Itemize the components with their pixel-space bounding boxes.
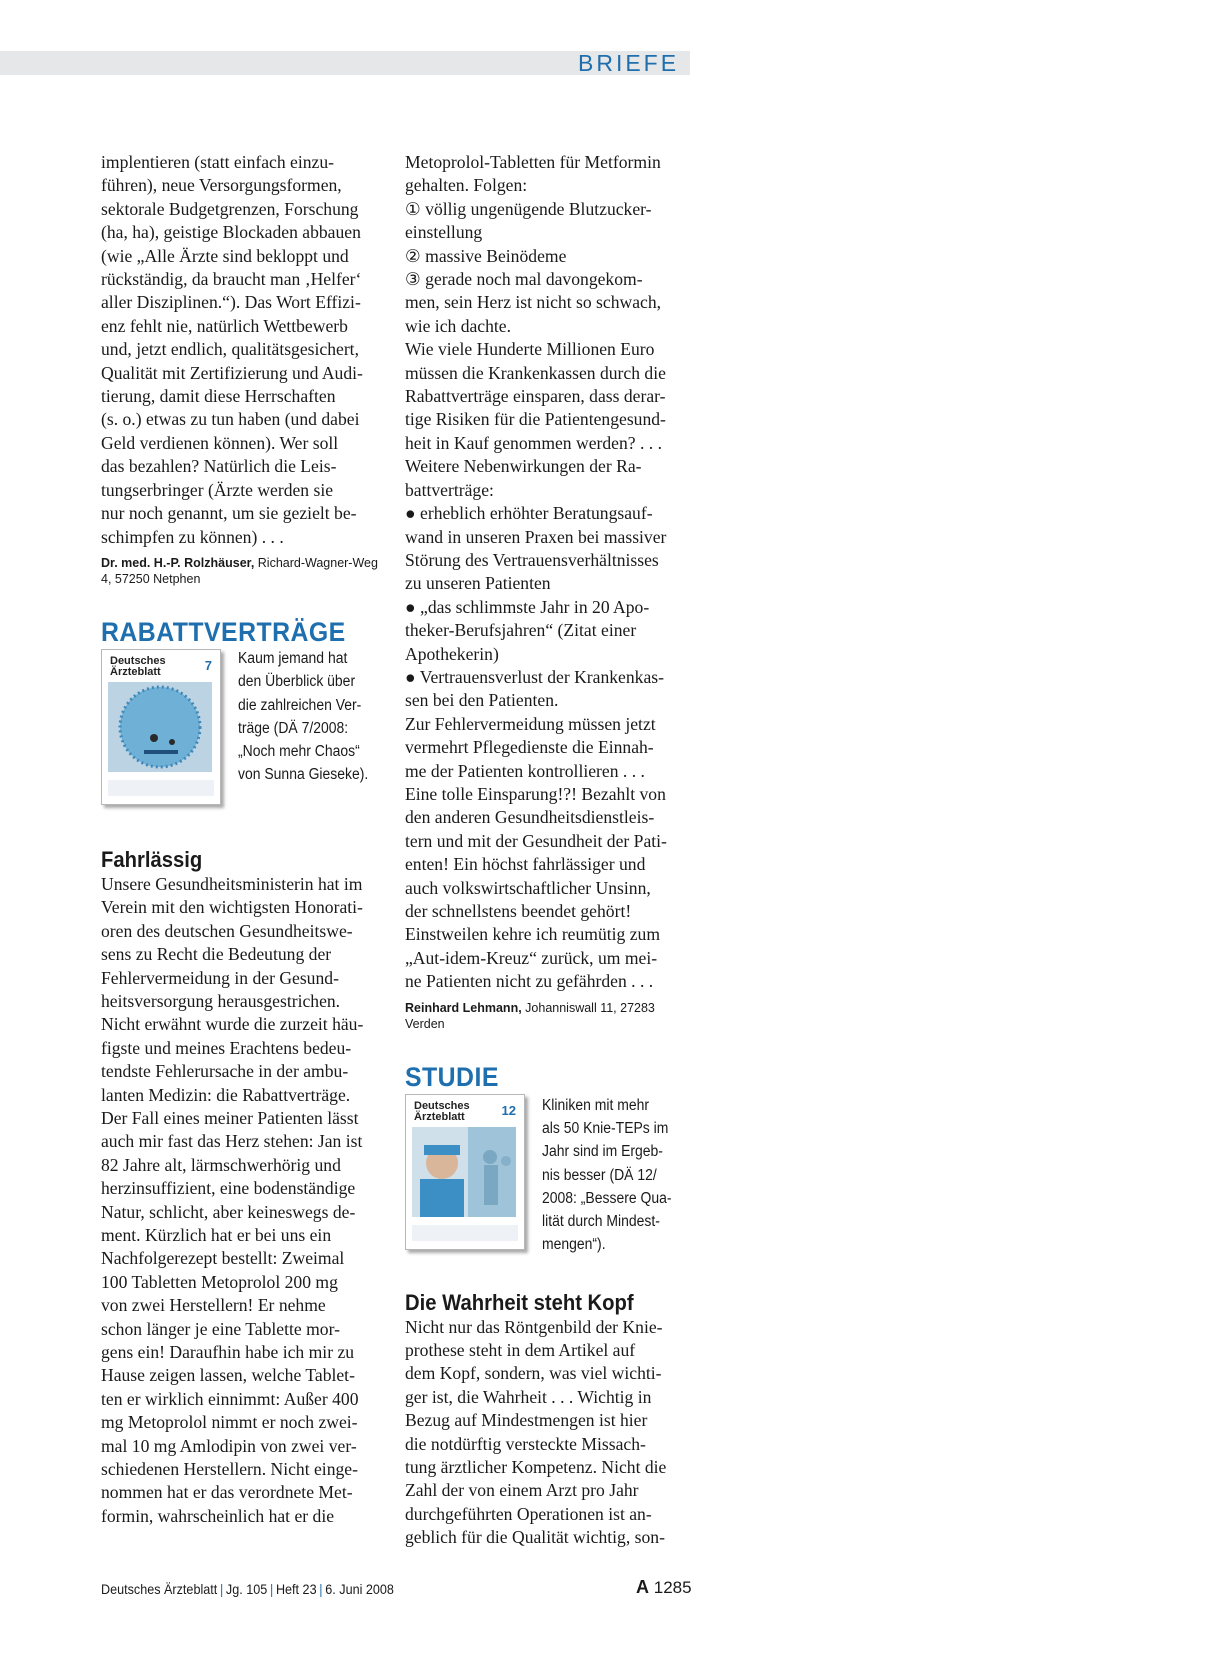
text-line: aller Disziplinen.“). Das Wort Effizi- [101,292,361,313]
footer-issue: Heft 23 [275,1581,317,1597]
text-line: Weitere Nebenwirkungen der Ra- [405,456,642,477]
text-line: Nachfolgerezept bestellt: Zweimal [101,1248,345,1269]
text-line: der schnellstens beendet gehört! [405,901,632,921]
text-line: durchgeführten Operationen ist an- [405,1503,652,1524]
cover-strip [108,780,214,796]
article-text-fahrlaessig [101,873,386,1528]
text-line: geblich für die Qualität wichtig, son- [405,1527,665,1548]
text-line: Verein mit den wichtigsten Honorati- [101,897,363,918]
reference-text [542,1094,672,1257]
text-line: schimpfen zu können) . . . [101,526,284,547]
text-line: ③ gerade noch mal davongekom- [405,269,643,290]
text-line: ● erheblich erhöhter Beratungsauf- [405,503,653,524]
text-line: figste und meines Erachtens bedeu- [101,1037,352,1058]
text-line: nur noch genannt, um sie gezielt be- [101,503,357,524]
text-line: tierung, damit diese Herrschaften [101,386,336,407]
text-line: das bezahlen? Natürlich die Leis- [101,456,337,477]
text-line: Störung des Vertrauensverhältnisses [405,549,659,570]
text-line: auch mir fast das Herz stehen: Jan ist [101,1131,363,1152]
cover-title: Deutsches Ärzteblatt [414,1099,470,1123]
text-line: Hause zeigen lassen, welche Tablet- [101,1365,355,1386]
reference-block-studie [405,1092,690,1260]
text-line: ne Patienten nicht zu gefährden . . . [405,971,654,992]
article-heading-wahrheit: Die Wahrheit steht Kopf [405,1289,634,1315]
signature-address: Johanniswall 11, 27283 Verden [405,1000,655,1031]
text-line: Apothekerin) [405,643,499,664]
text-line: 100 Tabletten Metoprolol 200 mg [101,1271,338,1292]
text-line: nis besser (DÄ 12/ [542,1166,657,1184]
footer-date: 6. Juni 2008 [325,1581,394,1597]
text-line: ten er wirklich einnimmt: Außer 400 [101,1388,359,1409]
text-line: „Noch mehr Chaos“ [238,743,360,761]
text-line: tige Risiken für die Patientengesund- [405,409,666,430]
text-line: ger ist, die Wahrheit . . . Wichtig in [405,1386,652,1407]
text-line: Eine tolle Einsparung!?! Bezahlt von [405,783,666,804]
text-line: schon länger je eine Tablette mor- [101,1318,340,1339]
signature-lehmann [405,1000,690,1032]
text-line: träge (DÄ 7/2008: [238,719,349,737]
text-line: enz fehlt nie, natürlich Wettbewerb [101,315,348,336]
text-line: Wie viele Hunderte Millionen Euro [405,339,655,360]
text-line: Nicht erwähnt wurde die zurzeit häu- [101,1014,364,1035]
text-line: heitsversorgung herausgestrichen. [101,990,341,1011]
cover-strip [412,1225,518,1241]
text-line: theker-Berufsjahren“ (Zitat einer [405,620,637,641]
text-line: die zahlreichen Ver- [238,696,362,714]
text-line: gehalten. Folgen: [405,175,528,196]
cover-image-surgeon [412,1127,516,1217]
cover-issue-number: 7 [204,657,212,673]
text-line: tung ärztlicher Kompetenz. Nicht die [405,1457,667,1478]
text-line: Zahl der von einem Arzt pro Jahr [405,1480,639,1501]
text-line: sen bei den Patienten. [405,690,559,711]
text-line: (s. o.) etwas zu tun haben (und dabei [101,409,360,430]
page-number [636,1577,692,1598]
text-line: Geld verdienen können). Wer soll [101,432,339,453]
text-line: Der Fall eines meiner Patienten lässt [101,1107,359,1128]
text-line: ● „das schlimmste Jahr in 20 Apo- [405,596,650,617]
text-line: ① völlig ungenügende Blutzucker- [405,198,652,219]
text-line: enten! Ein höchst fahrlässiger und [405,854,646,875]
cover-issue-number: 12 [501,1102,516,1118]
journal-cover-thumbnail [405,1094,525,1250]
reference-block-rabattvertraege [101,647,386,807]
text-line: einstellung [405,222,483,243]
reference-text [238,647,368,787]
text-line: müssen die Krankenkassen durch die [405,362,666,383]
footer-volume: Jg. 105 [225,1581,268,1597]
footer-citation: Deutsches Ärzteblatt | Jg. 105 | Heft 23 | 6. Juni 2008 [101,1581,394,1597]
text-line: formin, wahrscheinlich hat er die [101,1505,335,1526]
text-line: schiedenen Herstellern. Nicht einge- [101,1459,358,1480]
text-line: nommen hat er das verordnete Met- [101,1482,353,1503]
footer-journal: Deutsches Ärzteblatt [101,1581,218,1597]
text-line: men, sein Herz ist nicht so schwach, [405,292,662,313]
page-number-value: 1285 [653,1578,692,1597]
text-line: tungserbringer (Ärzte werden sie [101,479,334,500]
text-line: ② massive Beinödeme [405,245,567,266]
text-line: Rabattverträge einsparen, dass derar- [405,386,666,407]
text-line: von zwei Herstellern! Er nehme [101,1295,326,1316]
text-line: oren des deutschen Gesundheitswe- [101,920,353,941]
text-line: mengen“). [542,1236,606,1254]
text-line: den anderen Gesundheitsdienstleis- [405,807,655,828]
text-line: 82 Jahre alt, lärmschwerhörig und [101,1154,341,1175]
section-label: BRIEFE [578,50,680,76]
article-heading-fahrlaessig: Fahrlässig [101,846,203,872]
text-line: sens zu Recht die Bedeutung der [101,944,332,965]
text-line: wie ich dachte. [405,315,512,336]
text-line: heit in Kauf genommen werden? . . . [405,432,662,453]
text-line: ment. Kürzlich hat er bei uns ein [101,1225,332,1245]
text-line: zu unseren Patienten [405,573,551,594]
text-line: Kliniken mit mehr [542,1096,649,1114]
text-line: Zur Fehlervermeidung müssen jetzt [405,713,656,734]
text-line: rückständig, da braucht man ‚Helfer‘ [101,269,362,290]
text-line: herzinsuffizient, eine bodenständige [101,1178,356,1199]
right-column [405,151,690,1550]
text-line: Bezug auf Mindestmengen ist hier [405,1410,648,1431]
text-line: Metoprolol-Tabletten für Metformin [405,152,661,172]
text-line: und, jetzt endlich, qualitätsgesichert, [101,339,359,360]
text-line: 2008: „Bessere Qua- [542,1189,672,1207]
right-article-text [405,151,690,994]
text-line: prothese steht in dem Artikel auf [405,1340,636,1361]
left-column [101,151,386,1528]
text-line: ● Vertrauensverlust der Krankenkas- [405,666,664,687]
text-line: tern und mit der Gesundheit der Pati- [405,830,667,851]
text-line: battverträge: [405,479,494,500]
text-line: Fehlervermeidung in der Gesund- [101,967,339,988]
text-line: sektorale Budgetgrenzen, Forschung [101,198,359,219]
text-line: vermehrt Pflegedienste die Einnah- [405,737,654,758]
section-heading-rabattvertraege: RABATTVERTRÄGE [101,616,346,647]
text-line: Kaum jemand hat [238,649,348,667]
text-line: als 50 Knie-TEPs im [542,1119,669,1137]
text-line: Natur, schlicht, aber keineswegs de- [101,1201,356,1222]
text-line: mg Metoprolol nimmt er noch zwei- [101,1412,358,1433]
text-line: Qualität mit Zertifizierung und Audi- [101,362,363,383]
text-line: von Sunna Gieseke). [238,766,369,784]
text-line: lität durch Mindest- [542,1213,660,1231]
text-line: dem Kopf, sondern, was viel wichti- [405,1363,662,1384]
text-line: mal 10 mg Amlodipin von zwei ver- [101,1435,357,1456]
text-line: die notdürftig versteckte Missach- [405,1433,646,1454]
journal-cover-thumbnail [101,649,221,805]
signature-name: Dr. med. H.-P. Rolzhäuser, [101,555,255,570]
text-line: (wie „Alle Ärzte sind bekloppt und [101,245,349,266]
text-line: Nicht nur das Röntgenbild der Knie- [405,1316,663,1337]
left-intro-text [101,151,386,549]
section-heading-studie: STUDIE [405,1061,499,1092]
text-line: tendste Fehlerursache in der ambu- [101,1061,349,1082]
text-line: me der Patienten kontrollieren . . . [405,760,645,781]
text-line: führen), neue Versorgungsformen, [101,175,342,196]
article-text-wahrheit [405,1316,690,1550]
signature-address: Richard-Wagner-Weg 4, 57250 Netphen [101,555,378,586]
signature-name: Reinhard Lehmann, [405,1000,522,1015]
text-line: Unsere Gesundheitsministerin hat im [101,873,363,894]
text-line: implentieren (statt einfach einzu- [101,152,335,172]
text-line: Jahr sind im Ergeb- [542,1143,663,1161]
cover-image-cell [108,682,212,772]
text-line: Einstweilen kehre ich reumütig zum [405,924,661,945]
text-line: auch volkswirtschaftlicher Unsinn, [405,877,651,898]
cover-title: Deutsches Ärzteblatt [110,654,166,678]
text-line: den Überblick über [238,673,356,691]
signature-rolzhaeuser [101,555,386,587]
text-line: wand in unseren Praxen bei massiver [405,526,667,547]
text-line: lanten Medizin: die Rabattverträge. [101,1084,351,1105]
text-line: gens ein! Daraufhin habe ich mir zu [101,1342,355,1363]
text-line: (ha, ha), geistige Blockaden abbauen [101,222,361,243]
text-line: „Aut-idem-Kreuz“ zurück, um mei- [405,947,658,968]
page-prefix: A [636,1577,649,1597]
